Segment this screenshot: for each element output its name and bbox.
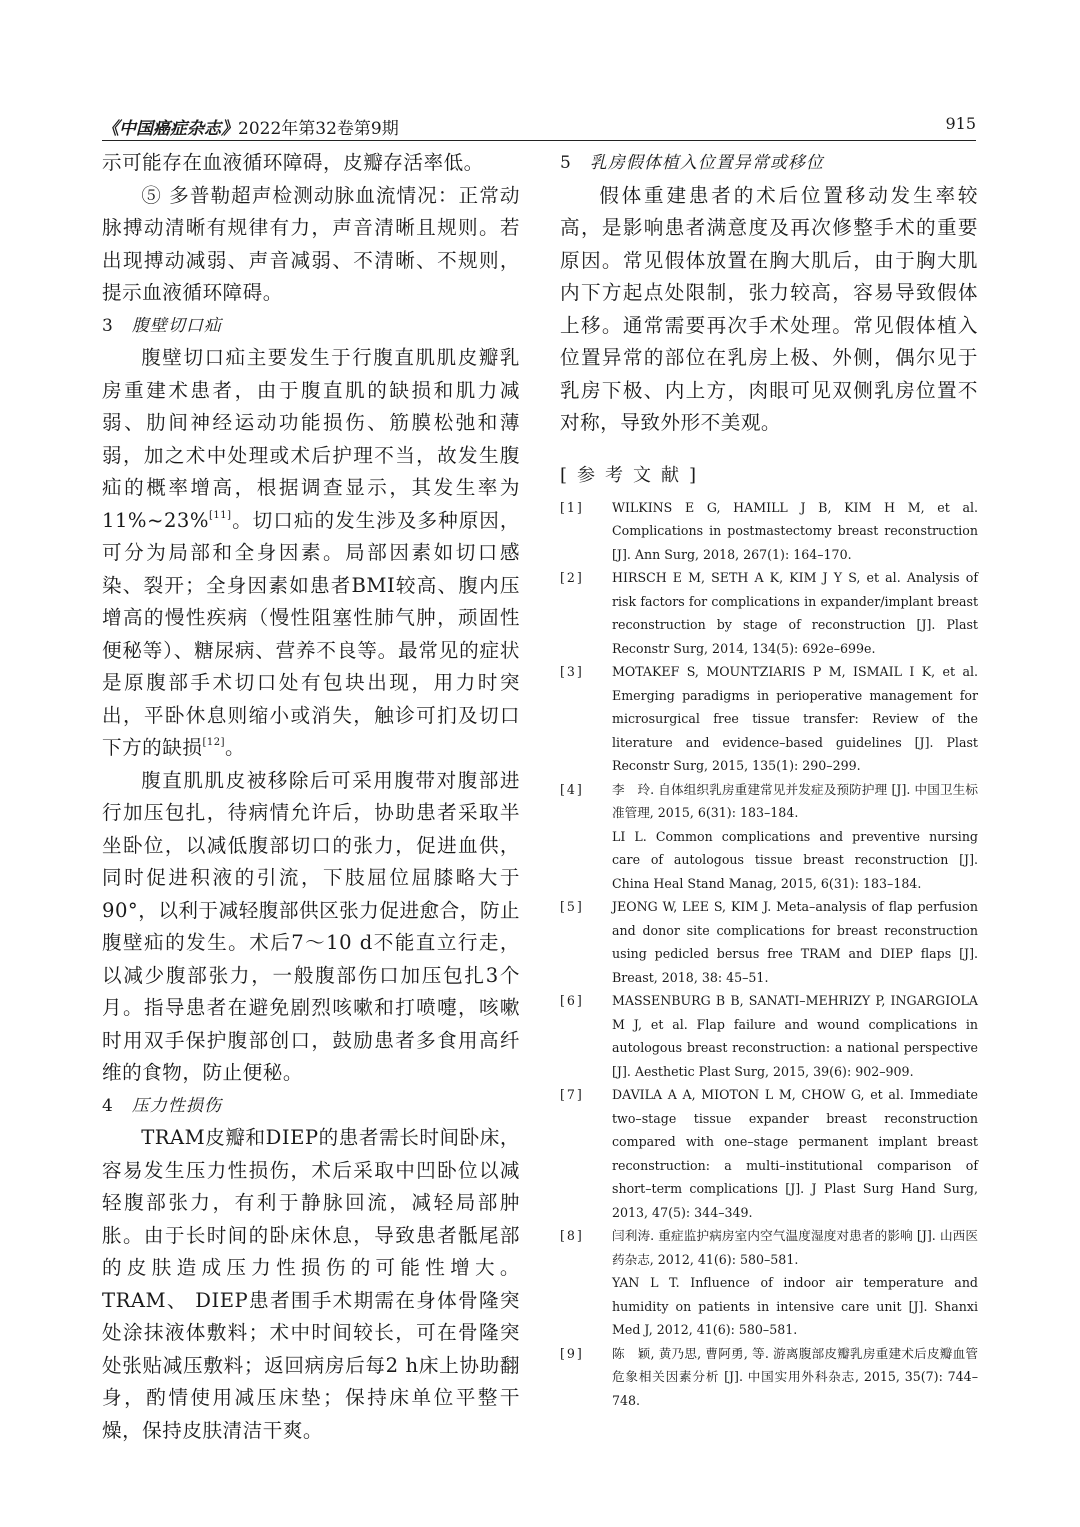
reference-item	[560, 1342, 978, 1413]
paragraph-continuation: 示可能存在血液循环障碍，皮瓣存活率低。	[102, 151, 484, 174]
reference-text: 闫利涛. 重症监护病房室内空气温度湿度对患者的影响 [J]. 山西医药杂志, 2012, 41(6): 580–581.	[612, 1228, 978, 1267]
section-number: 4	[102, 1095, 114, 1116]
journal-name: 《中国癌症杂志》	[102, 119, 238, 139]
reference-number: [1]	[560, 499, 584, 515]
text-run: 腹壁切口疝主要发生于行腹直肌肌皮瓣乳房重建术患者，由于腹直肌的缺损和肌力减弱、肋间神经运动功能损伤、筋膜松弛和薄弱，加之术中处理或术后护理不当，故发生腹疝的概率增高，根据调查显示，其发生率为11%~23%	[102, 346, 520, 532]
reference-list	[560, 496, 978, 1413]
reference-item	[560, 496, 978, 567]
section-number: 3	[102, 315, 114, 336]
reference-number: [8]	[560, 1228, 584, 1243]
reference-text: JEONG W, LEE S, KIM J. Meta–analysis of flap perfusion and donor site complications for breast reconstruction using pedicled bersus free TRAM and DIEP flaps [J]. Breast, 2018, 38: 45–51.	[612, 899, 978, 985]
journal-citation	[102, 114, 399, 139]
text-run: 。切口疝的发生涉及多种原因，可分为局部和全身因素。局部因素如切口感染、裂开；全身因素如患者BMI较高、腹内压增高的慢性疾病（慢性阻塞性肺气肿，顽固性便秘等）、糖尿病、营养不良等。最常见的症状是原腹部手术切口处有包块出现，用力时突出，平卧休息则缩小或消失，触诊可扪及切口下方的缺损	[102, 508, 520, 759]
paragraph-pressure-injury: TRAM皮瓣和DIEP的患者需长时间卧床，容易发生压力性损伤，术后采取中凹卧位以减轻腹部张力，有利于静脉回流，减轻局部肿胀。由于长时间的卧床休息，导致患者骶尾部的皮肤造成压力性损伤的可能性增大。TRAM、 DIEP患者围手术期需在身体骨隆突处涂抹液体敷料；术中时间较长，可在骨隆突处张贴减压敷料；返回病房后每2 h床上协助翻身，酌情使用减压床垫；保持床单位平整干燥，保持皮肤清洁干爽。	[102, 1126, 520, 1442]
reference-item	[560, 778, 978, 896]
right-column	[560, 147, 978, 1412]
reference-item	[560, 989, 978, 1083]
references-heading: [参考文献]	[560, 464, 707, 486]
section-heading-4	[102, 1090, 520, 1123]
section-title: 压力性损伤	[131, 1095, 222, 1116]
reference-item	[560, 1224, 978, 1342]
reference-text: 陈 颖, 黄乃思, 曹阿勇, 等. 游离腹部皮瓣乳房重建术后皮瓣血管危象相关因素分析 [J]. 中国实用外科杂志, 2015, 35(7): 744–748.	[612, 1345, 978, 1408]
reference-text: 李 玲. 自体组织乳房重建常见并发症及预防护理 [J]. 中国卫生标准管理, 2015, 6(31): 183–184.	[612, 781, 978, 820]
reference-text-english: YAN L T. Influence of indoor air temperature and humidity on patients in intensive care unit [J]. Shanxi Med J, 2012, 41(6): 580–581.	[612, 1275, 978, 1337]
reference-number: [4]	[560, 781, 584, 797]
reference-number: [6]	[560, 993, 584, 1008]
reference-number: [7]	[560, 1087, 584, 1102]
reference-number: [9]	[560, 1345, 584, 1361]
left-column	[102, 147, 520, 1447]
reference-number: [5]	[560, 899, 584, 914]
reference-text: WILKINS E G, HAMILL J B, KIM H M, et al. Complications in postmastectomy breast reconstruction [J]. Ann Surg, 2018, 267(1): 164–170.	[612, 499, 978, 562]
paragraph-doppler: ⑤ 多普勒超声检测动脉血流情况：正常动脉搏动清晰有规律有力，声音清晰且规则。若出现搏动减弱、声音减弱、不清晰、不规则，提示血液循环障碍。	[102, 183, 520, 304]
reference-text: HIRSCH E M, SETH A K, KIM J Y S, et al. Analysis of risk factors for complications in expander/implant breast reconstruction by stage of reconstruction [J]. Plast Reconstr Surg, 2014, 134(5): 692e–699e.	[612, 570, 978, 656]
citation-12: [12]	[202, 737, 225, 748]
reference-item	[560, 566, 978, 660]
paragraph-implant-malposition: 假体重建患者的术后位置移动发生率较高，是影响患者满意度及再次修整手术的重要原因。常见假体放置在胸大肌后，由于胸大肌内下方起点处限制，张力较高，容易导致假体上移。通常需要再次手术处理。常见假体植入位置异常的部位在乳房上极、外侧，偶尔见于乳房下极、内上方，肉眼可见双侧乳房位置不对称，导致外形不美观。	[560, 183, 978, 434]
reference-text: MASSENBURG B B, SANATI–MEHRIZY P, INGARGIOLA M J, et al. Flap failure and wound complications in autologous breast reconstruction: a national perspective [J]. Aesthetic Plast Surg, 2015, 39(6): 902–909.	[612, 993, 978, 1079]
page-number: 915	[945, 114, 976, 133]
reference-text-english: LI L. Common complications and preventive nursing care of autologous tissue breast reconstruction [J]. China Heal Stand Manag, 2015, 6(31): 183–184.	[612, 828, 978, 891]
section-heading-5	[560, 147, 978, 180]
reference-item	[560, 895, 978, 989]
reference-text: MOTAKEF S, MOUNTZIARIS P M, ISMAIL I K, et al. Emerging paradigms in perioperative management for microsurgical free tissue transfer: Review of the literature and evidence–based guidelines [J]. Plast Reconstr Surg, 2015, 135(1): 290–299.	[612, 664, 978, 773]
paragraph-incisional-hernia	[102, 342, 520, 765]
journal-issue: 2022年第32卷第9期	[238, 119, 399, 139]
text-run: 。	[225, 736, 246, 759]
reference-number: [3]	[560, 664, 584, 679]
section-number: 5	[560, 153, 572, 173]
paragraph-abdominal-care: 腹直肌肌皮被移除后可采用腹带对腹部进行加压包扎，待病情允许后，协助患者采取半坐卧位，以减低腹部切口的张力，促进血供，同时促进积液的引流，下肢屈位屈膝略大于90°，以利于减轻腹部供区张力促进愈合，防止腹壁疝的发生。术后7～10 d不能直立行走，以减少腹部张力，一般腹部伤口加压包扎3个月。指导患者在避免剧烈咳嗽和打喷嚏，咳嗽时用双手保护腹部创口，鼓励患者多食用高纤维的食物，防止便秘。	[102, 768, 521, 1084]
reference-item	[560, 1083, 978, 1224]
section-title: 乳房假体植入位置异常或移位	[589, 153, 824, 173]
reference-number: [2]	[560, 570, 584, 585]
section-title: 腹壁切口疝	[131, 315, 222, 336]
citation-11: [11]	[209, 509, 232, 521]
reference-item	[560, 660, 978, 778]
reference-text: DAVILA A A, MIOTON L M, CHOW G, et al. Immediate two–stage tissue expander breast reconstruction compared with one–stage permanent implant breast reconstruction: a multi–institutional comparison of short–term complications [J]. J Plast Surg Hand Surg, 2013, 47(5): 344–349.	[612, 1087, 978, 1220]
running-header	[102, 112, 976, 141]
section-heading-3	[102, 310, 520, 343]
